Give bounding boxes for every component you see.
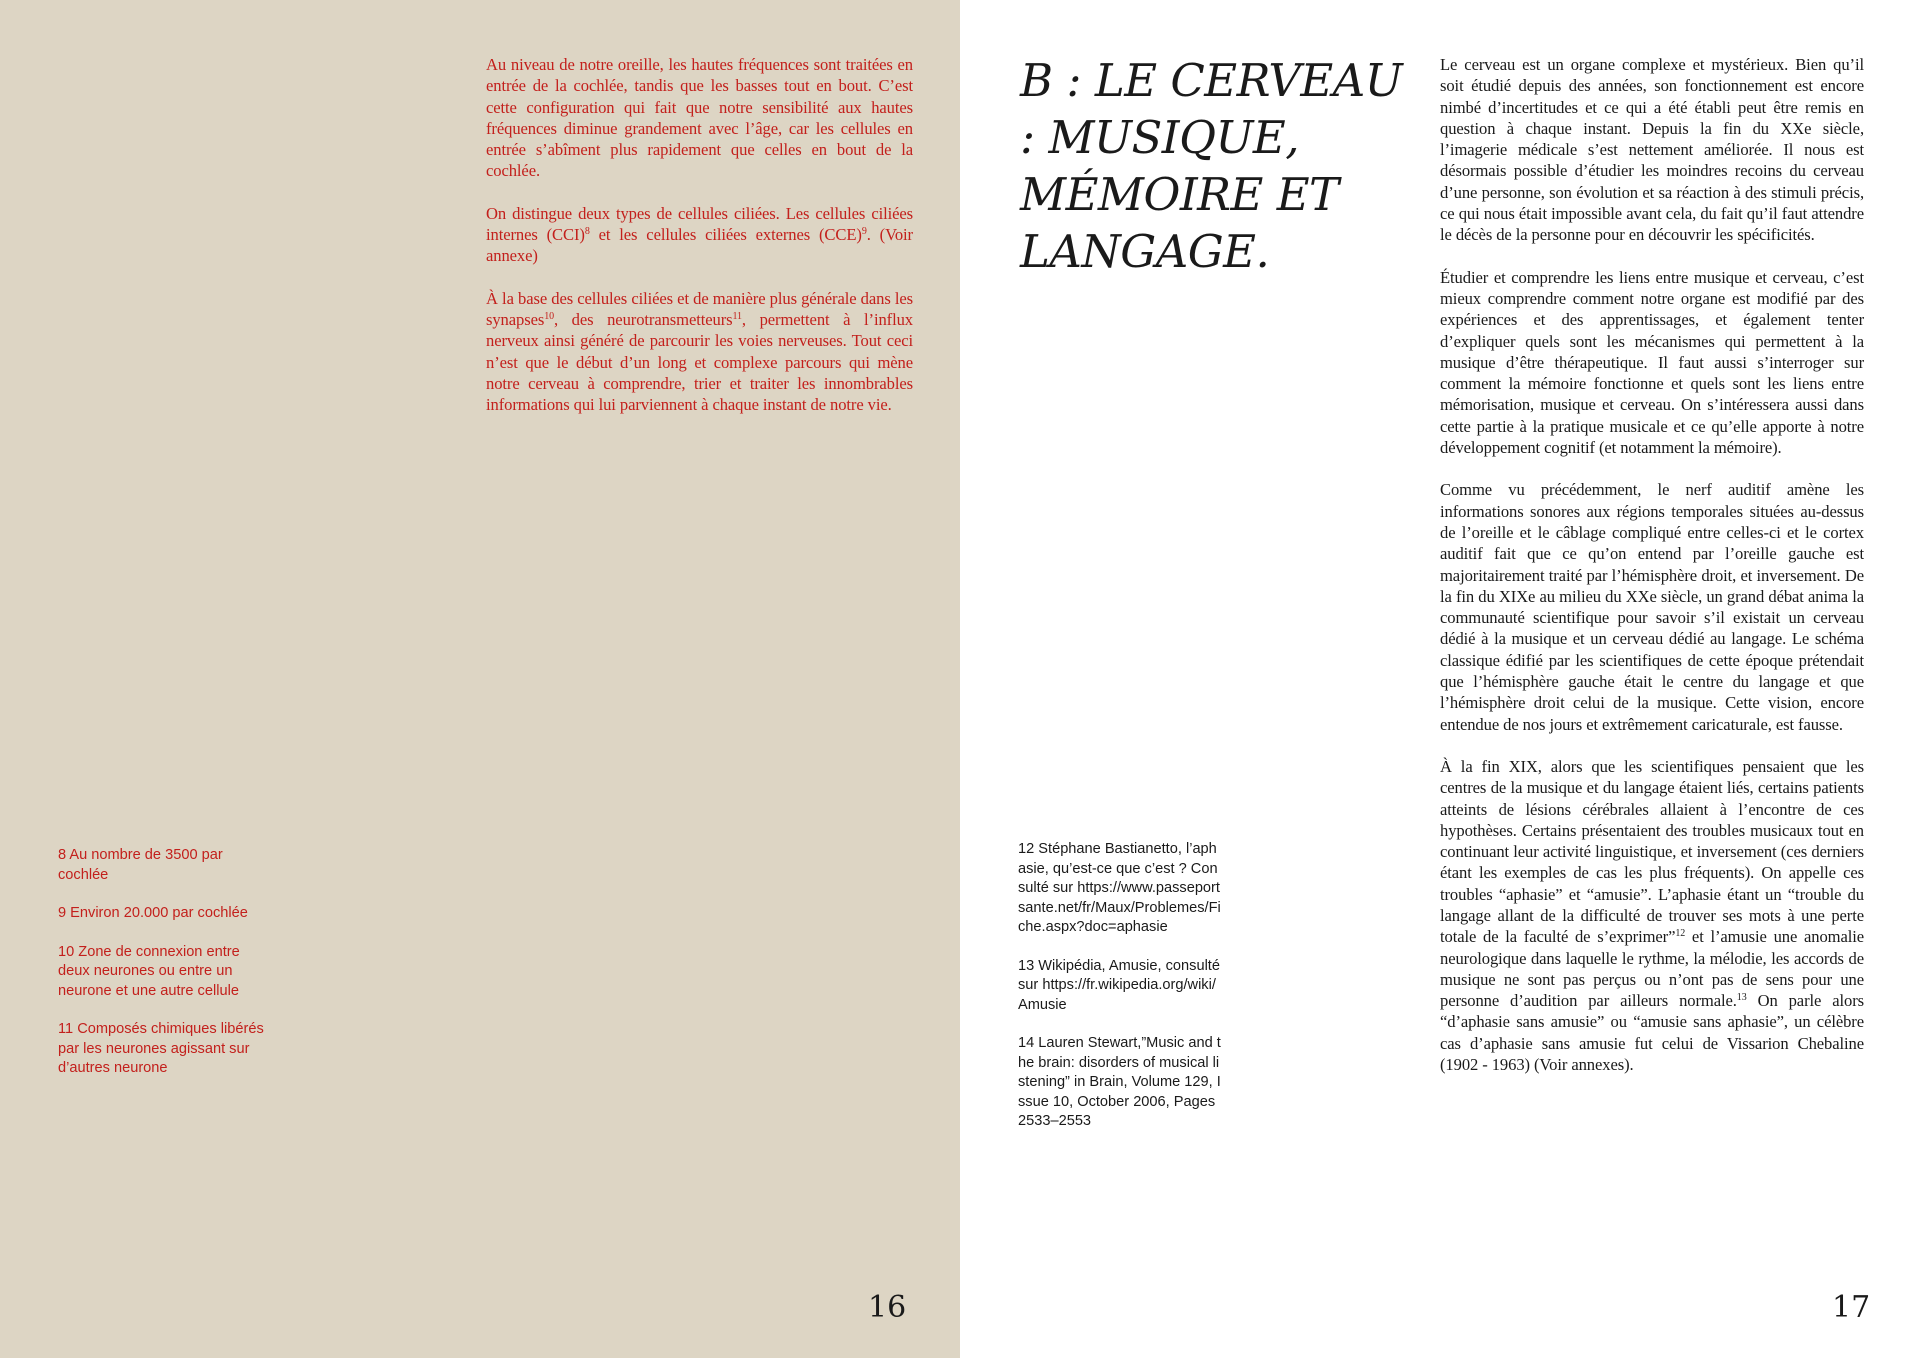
right-paragraph: Le cerveau est un organe complexe et mystérieux. Bien qu’il soit étudié depuis des années, son fonctionnement est encore nimbé d’incertitudes et ce qui a été établi peut être remis en question à chaque instant. Depuis la fin du XXe siècle, l’imagerie médicale s’est nettement améliorée. Il nous est désormais possible d’étudier les moindres recoins du cerveau d’une personne, son évolution et sa réaction à des stimuli précis, ce qui nous était impossible avant cela, du fait qu’il faut attendre le décès de la personne pour en découvrir les spécificités.: [1440, 55, 1864, 245]
footnote-11: 11 Composés chimiques libérés par les neurones agissant sur d’autres neurone: [58, 1021, 264, 1076]
left-paragraph: On distingue deux types de cellules ciliées. Les cellules ciliées internes (CCI)$^8$ et les cellules ciliées externes (CCE)$^9$. (Voir annexe): [486, 203, 913, 266]
left-paragraph: À la base des cellules ciliées et de manière plus générale dans les synapses$^{10}$, des neurotransmetteurs$^{11}$, permettent à l’influx nerveux ainsi généré de parcourir les voies nerveuses. Tout ceci n’est que le début d’un long et complexe parcours qui mène notre cerveau à comprendre, trier et traiter les innombrables informations qui lui parviennent à chaque instant de notre vie.: [486, 288, 913, 415]
footnote-8: 8 Au nombre de 3500 par cochlée: [58, 847, 223, 883]
page-number-right: 17: [1832, 1290, 1871, 1325]
section-heading: B : LE CERVEAU : MUSIQUE, MÉMOIRE ET LANGAGE.: [1020, 54, 1403, 278]
right-footnotes: [1018, 840, 1224, 1151]
right-paragraph: À la fin XIX, alors que les scientifiques pensaient que les centres de la musique et du langage étaient liés, certains patients atteints de lésions cérébrales allaient à l’encontre de ces hypothèses. Certains présentaient des troubles musicaux tout en continuant leur activité linguistique, et inversement (ces derniers étant les exemples de cas les plus fréquents). On appelle ces troubles “aphasie” et “amusie”. L’aphasie étant un “trouble du langage allant de la difficulté de trouver ses mots à une perte totale de la faculté de s’exprimer”$^{12}$ et l’amusie une anomalie neurologique dans laquelle le rythme, la mélodie, les accords de musique ne sont pas perçus ou n’ont pas de sens pour une personne d’audition par ailleurs normale.$^{13}$ On parle alors “d’aphasie sans amusie” ou “amusie sans aphasie”, un célèbre cas d’aphasie sans amusie fut celui de Vissarion Chebaline (1902 - 1963) (Voir annexes).: [1440, 756, 1865, 1075]
footnote-ref: 13: [1736, 992, 1747, 1004]
footnote-ref: 11: [732, 310, 742, 322]
page-number-left: 16: [868, 1290, 907, 1325]
footnote-9: 9 Environ 20.000 par cochlée: [58, 905, 248, 921]
left-paragraph: Au niveau de notre oreille, les hautes fréquences sont traitées en entrée de la cochlée, tandis que les basses tout en bout. C’est cette configuration qui fait que notre sensibilité aux hautes fréquences diminue grandement avec l’âge, car les cellules en entrée s’abîment plus rapidement que celles en bout de la cochlée.: [486, 55, 913, 181]
right-paragraph: Comme vu précédemment, le nerf auditif amène les informations sonores aux régions temporales situées au-dessus de l’oreille et le câblage compliqué entre celles-ci et le cortex auditif fait que ce qu’on entend par l’oreille gauche est majoritairement traité par l’hémisphère droit, et inversement. De la fin du XIXe au milieu du XXe siècle, un grand débat anima la communauté scientifique pour savoir s’il existait un cerveau dédié à la musique et un cerveau dédié au langage. Le schéma classique édifié par les scientifiques de cette époque prétendait que l’hémisphère gauche était le centre du langage et que l’hémisphère droit celui de la musique. Cette vision, encore entendue de nos jours et extrêmement caricaturale, est fausse.: [1440, 480, 1864, 734]
left-body-text: [486, 54, 913, 436]
left-footnotes: [58, 846, 272, 1098]
footnote-ref: 10: [544, 310, 555, 322]
footnote-10: 10 Zone de connexion entre deux neurones ou entre un neurone et une autre cellule: [58, 943, 240, 999]
footnote-13: 13 Wikipédia, Amusie, consulté sur https://fr.wikipedia.org/wiki/Amusie: [1018, 957, 1220, 1013]
footnote-14: 14 Lauren Stewart,”Music and the brain: disorders of musical listening” in Brain, Volume 129, Issue 10, October 2006, Pages 2533–2553: [1018, 1035, 1221, 1129]
right-body-text: [1440, 54, 1864, 1096]
right-paragraph: Étudier et comprendre les liens entre musique et cerveau, c’est mieux comprendre comment notre organe est modifié par des expériences et des apprentissages, et également tenter d’expliquer quels sont les mécanismes qui permettent à la musique d’être thérapeutique. Il faut aussi s’interroger sur comment la mémoire fonctionne et quels sont les liens entre mémorisation, musique et cerveau. On s’intéressera aussi dans cette partie à la pratique musicale et ce qu’elle apporte à notre développement cognitif (et notamment la mémoire).: [1440, 267, 1864, 458]
footnote-ref: 12: [1675, 928, 1686, 940]
footnote-ref: 8: [584, 226, 590, 238]
footnote-12: 12 Stéphane Bastianetto, l’aphasie, qu’est-ce que c’est ? Consulté sur https://www.passeportsante.net/fr/Maux/Problemes/Fiche.aspx?doc=aphasie: [1018, 841, 1221, 935]
footnote-ref: 9: [861, 226, 867, 238]
